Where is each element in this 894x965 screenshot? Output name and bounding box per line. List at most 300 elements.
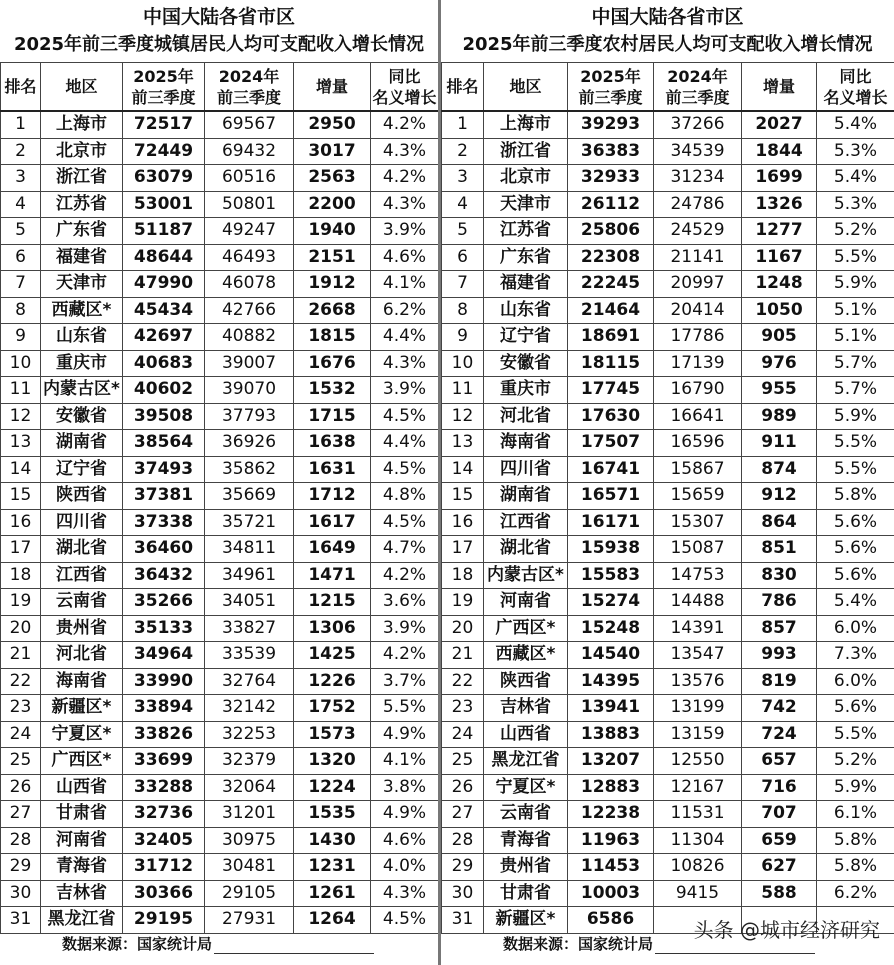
header-growth-line1: 同比: [388, 66, 421, 86]
table-row: [1, 483, 439, 510]
income-2025-cell: 37493: [123, 456, 205, 483]
table-row: [1, 403, 439, 430]
region-cell: 内蒙古区*: [41, 377, 123, 404]
increase-cell: 716: [742, 774, 817, 801]
rank-cell: 28: [1, 827, 41, 854]
increase-cell: 1050: [742, 297, 817, 324]
rank-cell: 10: [1, 350, 41, 377]
rank-cell: 19: [1, 589, 41, 616]
income-2024-cell: 32379: [205, 748, 294, 775]
increase-cell: 1676: [294, 350, 371, 377]
income-2024-cell: 17786: [654, 324, 742, 351]
rank-cell: 12: [442, 403, 484, 430]
increase-cell: 1532: [294, 377, 371, 404]
increase-cell: 955: [742, 377, 817, 404]
increase-cell: 1248: [742, 271, 817, 298]
region-cell: 天津市: [41, 271, 123, 298]
income-2025-cell: 34964: [123, 642, 205, 669]
table-row: [442, 562, 894, 589]
increase-cell: 786: [742, 589, 817, 616]
region-cell: 广东省: [484, 244, 568, 271]
income-2025-cell: 21464: [568, 297, 654, 324]
growth-cell: 4.0%: [371, 854, 439, 881]
region-cell: 广西区*: [484, 615, 568, 642]
increase-cell: 2563: [294, 165, 371, 192]
region-cell: 河北省: [41, 642, 123, 669]
increase-cell: 1215: [294, 589, 371, 616]
income-2025-cell: 16571: [568, 483, 654, 510]
growth-cell: 5.8%: [817, 483, 894, 510]
rural-source-text: 数据来源：国家统计局: [503, 934, 654, 953]
rank-cell: 27: [442, 801, 484, 828]
rural-title: [441, 0, 894, 62]
growth-cell: 5.5%: [371, 695, 439, 722]
region-cell: 山西省: [41, 774, 123, 801]
increase-cell: 1617: [294, 509, 371, 536]
income-2025-cell: 11453: [568, 854, 654, 881]
increase-cell: 1306: [294, 615, 371, 642]
growth-cell: 4.2%: [371, 562, 439, 589]
rank-cell: 18: [442, 562, 484, 589]
growth-cell: 5.7%: [817, 377, 894, 404]
urban-table-body: [1, 111, 439, 933]
growth-cell: 4.4%: [371, 324, 439, 351]
rank-cell: 22: [1, 668, 41, 695]
growth-cell: 5.9%: [817, 774, 894, 801]
region-cell: 云南省: [484, 801, 568, 828]
increase-cell: 1535: [294, 801, 371, 828]
rank-cell: 11: [442, 377, 484, 404]
rank-cell: 10: [442, 350, 484, 377]
income-2025-cell: 14540: [568, 642, 654, 669]
header-2025-line2: 前三季度: [131, 87, 196, 107]
increase-cell: 2950: [294, 111, 371, 138]
income-2025-cell: 17745: [568, 377, 654, 404]
table-row: [1, 138, 439, 165]
rank-cell: 8: [1, 297, 41, 324]
income-2024-cell: 14391: [654, 615, 742, 642]
income-2024-cell: 14753: [654, 562, 742, 589]
income-2024-cell: 37266: [654, 111, 742, 138]
increase-cell: 707: [742, 801, 817, 828]
table-row: [1, 456, 439, 483]
source-underline: [214, 939, 374, 954]
income-2025-cell: 72449: [123, 138, 205, 165]
income-2025-cell: 26112: [568, 191, 654, 218]
rank-cell: 2: [442, 138, 484, 165]
income-2024-cell: 15087: [654, 536, 742, 563]
income-2024-cell: 32253: [205, 721, 294, 748]
rank-cell: 14: [1, 456, 41, 483]
header-2024-line2: 前三季度: [216, 87, 281, 107]
growth-cell: 5.4%: [817, 589, 894, 616]
growth-cell: 4.3%: [371, 138, 439, 165]
rank-cell: 6: [1, 244, 41, 271]
income-2025-cell: 16741: [568, 456, 654, 483]
income-2025-cell: 10003: [568, 880, 654, 907]
income-2024-cell: 11304: [654, 827, 742, 854]
income-2024-cell: 20414: [654, 297, 742, 324]
growth-cell: 4.2%: [371, 165, 439, 192]
income-2025-cell: 22245: [568, 271, 654, 298]
header-region: 地区: [41, 63, 123, 112]
increase-cell: 1638: [294, 430, 371, 457]
income-2024-cell: 42766: [205, 297, 294, 324]
income-2024-cell: 11531: [654, 801, 742, 828]
income-2024-cell: 21141: [654, 244, 742, 271]
rank-cell: 4: [1, 191, 41, 218]
increase-cell: 857: [742, 615, 817, 642]
income-2024-cell: 34811: [205, 536, 294, 563]
watermark-credit: 头条 @城市经济研究: [693, 918, 880, 942]
region-cell: 重庆市: [41, 350, 123, 377]
region-cell: 河北省: [484, 403, 568, 430]
income-2025-cell: 18691: [568, 324, 654, 351]
region-cell: 河南省: [484, 589, 568, 616]
income-2025-cell: 35266: [123, 589, 205, 616]
region-cell: 西藏区*: [41, 297, 123, 324]
table-row: [1, 774, 439, 801]
region-cell: 浙江省: [41, 165, 123, 192]
rank-cell: 19: [442, 589, 484, 616]
rank-cell: 3: [442, 165, 484, 192]
income-2025-cell: 36383: [568, 138, 654, 165]
growth-cell: 5.6%: [817, 536, 894, 563]
table-row: [1, 695, 439, 722]
growth-cell: 3.8%: [371, 774, 439, 801]
growth-cell: 4.1%: [371, 748, 439, 775]
increase-cell: 1264: [294, 907, 371, 934]
income-2025-cell: 17630: [568, 403, 654, 430]
urban-table: [0, 62, 439, 934]
increase-cell: 2200: [294, 191, 371, 218]
rank-cell: 14: [442, 456, 484, 483]
region-cell: 福建省: [484, 271, 568, 298]
table-row: [442, 642, 894, 669]
income-2024-cell: 15867: [654, 456, 742, 483]
table-row: [442, 721, 894, 748]
region-cell: 陕西省: [484, 668, 568, 695]
growth-cell: 5.6%: [817, 562, 894, 589]
header-2024: [205, 63, 294, 112]
region-cell: 安徽省: [41, 403, 123, 430]
growth-cell: 6.2%: [371, 297, 439, 324]
header-increase: 增量: [294, 63, 371, 112]
growth-cell: 5.7%: [817, 350, 894, 377]
growth-cell: 4.1%: [371, 271, 439, 298]
growth-cell: 5.5%: [817, 430, 894, 457]
rank-cell: 26: [1, 774, 41, 801]
income-2025-cell: 31712: [123, 854, 205, 881]
income-2024-cell: 40882: [205, 324, 294, 351]
table-row: [442, 536, 894, 563]
region-cell: 吉林省: [41, 880, 123, 907]
region-cell: 吉林省: [484, 695, 568, 722]
income-2025-cell: 13883: [568, 721, 654, 748]
income-2024-cell: 15659: [654, 483, 742, 510]
increase-cell: 911: [742, 430, 817, 457]
growth-cell: 5.5%: [817, 456, 894, 483]
growth-cell: 4.3%: [371, 191, 439, 218]
income-2024-cell: 49247: [205, 218, 294, 245]
rank-cell: 13: [442, 430, 484, 457]
growth-cell: 5.3%: [817, 191, 894, 218]
increase-cell: 2151: [294, 244, 371, 271]
growth-cell: 6.0%: [817, 615, 894, 642]
region-cell: 湖北省: [41, 536, 123, 563]
urban-title: [0, 0, 438, 62]
table-row: [1, 430, 439, 457]
region-cell: 天津市: [484, 191, 568, 218]
income-2025-cell: 37381: [123, 483, 205, 510]
income-2025-cell: 39293: [568, 111, 654, 138]
table-row: [1, 191, 439, 218]
increase-cell: 742: [742, 695, 817, 722]
income-2025-cell: 25806: [568, 218, 654, 245]
increase-cell: 3017: [294, 138, 371, 165]
increase-cell: 1699: [742, 165, 817, 192]
region-cell: 四川省: [484, 456, 568, 483]
increase-cell: 851: [742, 536, 817, 563]
rank-cell: 5: [442, 218, 484, 245]
table-row: [442, 324, 894, 351]
growth-cell: 5.8%: [817, 827, 894, 854]
region-cell: 广东省: [41, 218, 123, 245]
rural-income-panel: [441, 0, 894, 965]
increase-cell: 657: [742, 748, 817, 775]
region-cell: 贵州省: [41, 615, 123, 642]
income-2025-cell: 12883: [568, 774, 654, 801]
increase-cell: 1167: [742, 244, 817, 271]
income-2024-cell: 69432: [205, 138, 294, 165]
growth-cell: 5.9%: [817, 271, 894, 298]
region-cell: 广西区*: [41, 748, 123, 775]
increase-cell: 2027: [742, 111, 817, 138]
region-cell: 山西省: [484, 721, 568, 748]
region-cell: 四川省: [41, 509, 123, 536]
rank-cell: 11: [1, 377, 41, 404]
region-cell: 北京市: [484, 165, 568, 192]
rank-cell: 15: [442, 483, 484, 510]
table-row: [442, 377, 894, 404]
region-cell: 贵州省: [484, 854, 568, 881]
growth-cell: 4.6%: [371, 244, 439, 271]
income-2024-cell: 35669: [205, 483, 294, 510]
income-2025-cell: 63079: [123, 165, 205, 192]
income-2025-cell: 33699: [123, 748, 205, 775]
table-row: [1, 668, 439, 695]
increase-cell: 989: [742, 403, 817, 430]
increase-cell: 588: [742, 880, 817, 907]
increase-cell: 659: [742, 827, 817, 854]
region-cell: 西藏区*: [484, 642, 568, 669]
rank-cell: 7: [442, 271, 484, 298]
table-row: [442, 165, 894, 192]
income-2024-cell: 16596: [654, 430, 742, 457]
growth-cell: 4.6%: [371, 827, 439, 854]
table-row: [1, 297, 439, 324]
increase-cell: 1224: [294, 774, 371, 801]
income-2024-cell: 30481: [205, 854, 294, 881]
increase-cell: 1277: [742, 218, 817, 245]
income-2025-cell: 40602: [123, 377, 205, 404]
income-2025-cell: 33894: [123, 695, 205, 722]
rank-cell: 21: [1, 642, 41, 669]
table-row: [442, 403, 894, 430]
rank-cell: 25: [1, 748, 41, 775]
region-cell: 江西省: [41, 562, 123, 589]
growth-cell: 3.9%: [371, 377, 439, 404]
table-row: [442, 483, 894, 510]
region-cell: 山东省: [41, 324, 123, 351]
rural-table-body: [442, 111, 894, 933]
rank-cell: 4: [442, 191, 484, 218]
region-cell: 宁夏区*: [41, 721, 123, 748]
table-row: [1, 589, 439, 616]
header-growth-line2: 名义增长: [823, 87, 888, 107]
table-row: [1, 615, 439, 642]
income-2025-cell: 48644: [123, 244, 205, 271]
rank-cell: 6: [442, 244, 484, 271]
growth-cell: 6.0%: [817, 668, 894, 695]
income-2025-cell: 11963: [568, 827, 654, 854]
table-row: [1, 377, 439, 404]
income-2024-cell: 24529: [654, 218, 742, 245]
rank-cell: 31: [442, 907, 484, 934]
increase-cell: 1573: [294, 721, 371, 748]
urban-source: [0, 934, 438, 954]
growth-cell: 5.4%: [817, 165, 894, 192]
region-cell: 浙江省: [484, 138, 568, 165]
income-2025-cell: 15274: [568, 589, 654, 616]
income-2024-cell: 60516: [205, 165, 294, 192]
increase-cell: 993: [742, 642, 817, 669]
header-growth: [371, 63, 439, 112]
income-2025-cell: 15938: [568, 536, 654, 563]
increase-cell: 1226: [294, 668, 371, 695]
table-row: [1, 536, 439, 563]
income-2024-cell: 31201: [205, 801, 294, 828]
increase-cell: 1430: [294, 827, 371, 854]
header-2025: [568, 63, 654, 112]
header-growth: [817, 63, 894, 112]
table-row: [442, 191, 894, 218]
growth-cell: 5.9%: [817, 403, 894, 430]
table-row: [442, 880, 894, 907]
region-cell: 福建省: [41, 244, 123, 271]
income-2025-cell: 45434: [123, 297, 205, 324]
header-growth-line1: 同比: [839, 66, 872, 86]
table-row: [442, 138, 894, 165]
income-2024-cell: 20997: [654, 271, 742, 298]
income-2024-cell: 34051: [205, 589, 294, 616]
table-row: [1, 854, 439, 881]
rank-cell: 27: [1, 801, 41, 828]
table-row: [442, 801, 894, 828]
increase-cell: 1631: [294, 456, 371, 483]
income-2024-cell: 13547: [654, 642, 742, 669]
region-cell: 海南省: [41, 668, 123, 695]
increase-cell: 724: [742, 721, 817, 748]
income-2024-cell: 32064: [205, 774, 294, 801]
income-2024-cell: 34539: [654, 138, 742, 165]
increase-cell: 1425: [294, 642, 371, 669]
header-rank: 排名: [442, 63, 484, 112]
table-row: [442, 774, 894, 801]
rank-cell: 24: [442, 721, 484, 748]
growth-cell: 4.3%: [371, 880, 439, 907]
income-2024-cell: 10826: [654, 854, 742, 881]
increase-cell: 1320: [294, 748, 371, 775]
income-2024-cell: 12550: [654, 748, 742, 775]
income-2025-cell: 35133: [123, 615, 205, 642]
rank-cell: 24: [1, 721, 41, 748]
income-2025-cell: 18115: [568, 350, 654, 377]
growth-cell: 7.3%: [817, 642, 894, 669]
income-2024-cell: 33539: [205, 642, 294, 669]
income-2025-cell: 13207: [568, 748, 654, 775]
table-row: [1, 509, 439, 536]
increase-cell: 1471: [294, 562, 371, 589]
table-row: [1, 562, 439, 589]
region-cell: 云南省: [41, 589, 123, 616]
table-row: [442, 668, 894, 695]
rural-title-line2: 2025年前三季度农村居民人均可支配收入增长情况: [462, 34, 873, 55]
rural-header-row: [442, 63, 894, 112]
growth-cell: 5.3%: [817, 138, 894, 165]
region-cell: 河南省: [41, 827, 123, 854]
income-2024-cell: 31234: [654, 165, 742, 192]
table-row: [1, 642, 439, 669]
rank-cell: 16: [442, 509, 484, 536]
income-2024-cell: 39007: [205, 350, 294, 377]
income-2024-cell: 16641: [654, 403, 742, 430]
income-2025-cell: 37338: [123, 509, 205, 536]
growth-cell: 3.9%: [371, 615, 439, 642]
rank-cell: 1: [1, 111, 41, 138]
table-row: [442, 244, 894, 271]
region-cell: 新疆区*: [484, 907, 568, 934]
income-2024-cell: 15307: [654, 509, 742, 536]
urban-source-text: 数据来源：国家统计局: [62, 934, 213, 953]
income-2025-cell: 30366: [123, 880, 205, 907]
region-cell: 山东省: [484, 297, 568, 324]
rank-cell: 29: [1, 854, 41, 881]
rank-cell: 28: [442, 827, 484, 854]
rank-cell: 9: [442, 324, 484, 351]
growth-cell: 4.8%: [371, 483, 439, 510]
income-2024-cell: 13576: [654, 668, 742, 695]
rank-cell: 23: [1, 695, 41, 722]
table-row: [442, 695, 894, 722]
income-2025-cell: 33990: [123, 668, 205, 695]
rank-cell: 21: [442, 642, 484, 669]
header-2024-line1: 2024年: [667, 66, 728, 86]
income-2025-cell: 33288: [123, 774, 205, 801]
income-2025-cell: 39508: [123, 403, 205, 430]
region-cell: 黑龙江省: [41, 907, 123, 934]
income-2025-cell: 29195: [123, 907, 205, 934]
increase-cell: 1715: [294, 403, 371, 430]
table-row: [442, 509, 894, 536]
region-cell: 甘肃省: [41, 801, 123, 828]
table-row: [1, 244, 439, 271]
table-row: [442, 827, 894, 854]
rank-cell: 1: [442, 111, 484, 138]
increase-cell: 864: [742, 509, 817, 536]
table-row: [1, 721, 439, 748]
increase-cell: 819: [742, 668, 817, 695]
